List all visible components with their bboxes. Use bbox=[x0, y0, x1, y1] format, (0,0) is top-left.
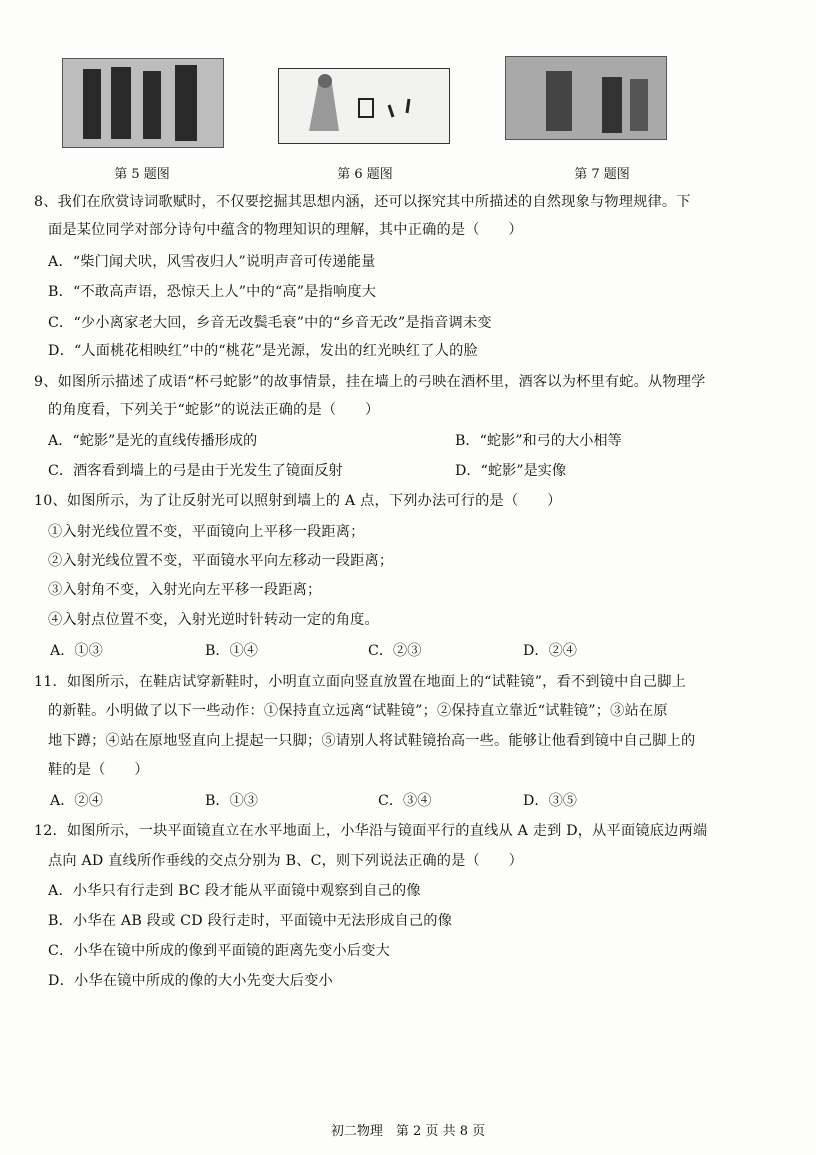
q9-stem-line: 9、如图所示描述了成语“杯弓蛇影”的故事情景，挂在墙上的弓映在酒杯里，酒客以为杯里有蛇。从物理学 bbox=[34, 374, 706, 390]
q11-option-c: C．③④ bbox=[378, 793, 432, 809]
q8-option-a: A．“柴门闻犬吠，风雪夜归人”说明声音可传递能量 bbox=[48, 254, 376, 270]
figure-q5-caption: 第 5 题图 bbox=[114, 167, 170, 182]
q11-stem-line: 鞋的是（ ） bbox=[48, 762, 149, 778]
q8-option-d: D．“人面桃花相映红”中的“桃花”是光源，发出的红光映红了人的脸 bbox=[48, 343, 478, 359]
figure-q7-caption: 第 7 题图 bbox=[574, 167, 630, 182]
figure-q7-photo bbox=[505, 56, 667, 140]
q12-stem-line: 12．如图所示，一块平面镜直立在水平地面上，小华沿与镜面平行的直线从 A 走到 D，从平面镜底边两端 bbox=[34, 823, 708, 839]
q12-option-a: A．小华只有行走到 BC 段才能从平面镜中观察到自己的像 bbox=[48, 883, 421, 899]
q10-option-c: C．②③ bbox=[368, 643, 422, 659]
q12-option-c: C．小华在镜中所成的像到平面镜的距离先变小后变大 bbox=[48, 943, 390, 959]
q10-option-d: D．②④ bbox=[523, 643, 577, 659]
q8-option-b: B．“不敢高声语，恐惊天上人”中的“高”是指响度大 bbox=[48, 284, 377, 300]
q11-option-b: B．①③ bbox=[205, 793, 258, 809]
q12-option-b: B．小华在 AB 段或 CD 段行走时，平面镜中无法形成自己的像 bbox=[48, 913, 453, 929]
q9-stem-line: 的角度看，下列关于“蛇影”的说法正确的是（ ） bbox=[48, 402, 380, 418]
q10-item: ①入射光线位置不变，平面镜向上平移一段距离； bbox=[48, 524, 365, 540]
q11-option-a: A．②④ bbox=[50, 793, 103, 809]
figure-q6-scroll bbox=[278, 68, 450, 144]
q9-option-a: A．“蛇影”是光的直线传播形成的 bbox=[48, 433, 258, 449]
q10-item: ②入射光线位置不变，平面镜水平向左移动一段距离； bbox=[48, 553, 394, 569]
q9-option-b: B．“蛇影”和弓的大小相等 bbox=[455, 433, 622, 449]
q12-option-d: D．小华在镜中所成的像的大小先变大后变小 bbox=[48, 973, 333, 989]
q11-stem-line: 11．如图所示，在鞋店试穿新鞋时，小明直立面向竖直放置在地面上的“试鞋镜”，看不到镜中自己脚上 bbox=[34, 674, 687, 690]
q11-stem-line: 的新鞋。小明做了以下一些动作：①保持直立远离“试鞋镜”；②保持直立靠近“试鞋镜”；③站在原 bbox=[48, 703, 668, 719]
q9-option-c: C．酒客看到墙上的弓是由于光发生了镜面反射 bbox=[48, 463, 343, 479]
figure-q6-caption: 第 6 题图 bbox=[337, 167, 393, 182]
q10-item: ④入射点位置不变，入射光逆时针转动一定的角度。 bbox=[48, 612, 379, 628]
q8-stem-line: 8、我们在欣赏诗词歌赋时，不仅要挖掘其思想内涵，还可以探究其中所描述的自然现象与物理规律。下 bbox=[34, 194, 691, 210]
q11-stem-line: 地下蹲；④站在原地竖直向上提起一只脚；⑤请别人将试鞋镜抬高一些。能够让他看到镜中自己脚上的 bbox=[48, 733, 696, 749]
figure-q5-photo bbox=[62, 58, 224, 148]
q8-option-c: C．“少小离家老大回，乡音无改鬓毛衰”中的“乡音无改”是指音调未变 bbox=[48, 315, 492, 331]
q10-option-b: B．①④ bbox=[205, 643, 258, 659]
page-footer: 初二物理 第 2 页 共 8 页 bbox=[330, 1124, 486, 1139]
q9-option-d: D．“蛇影”是实像 bbox=[455, 463, 567, 479]
q8-stem-line: 面是某位同学对部分诗句中蕴含的物理知识的理解，其中正确的是（ ） bbox=[48, 222, 523, 238]
q10-item: ③入射角不变，入射光向左平移一段距离； bbox=[48, 582, 322, 598]
q10-option-a: A．①③ bbox=[50, 643, 103, 659]
q11-option-d: D．③⑤ bbox=[523, 793, 577, 809]
q12-stem-line: 点向 AD 直线所作垂线的交点分别为 B、C，则下列说法正确的是（ ） bbox=[48, 853, 524, 869]
q10-stem-line: 10、如图所示，为了让反射光可以照射到墙上的 A 点，下列办法可行的是（ ） bbox=[34, 493, 562, 509]
